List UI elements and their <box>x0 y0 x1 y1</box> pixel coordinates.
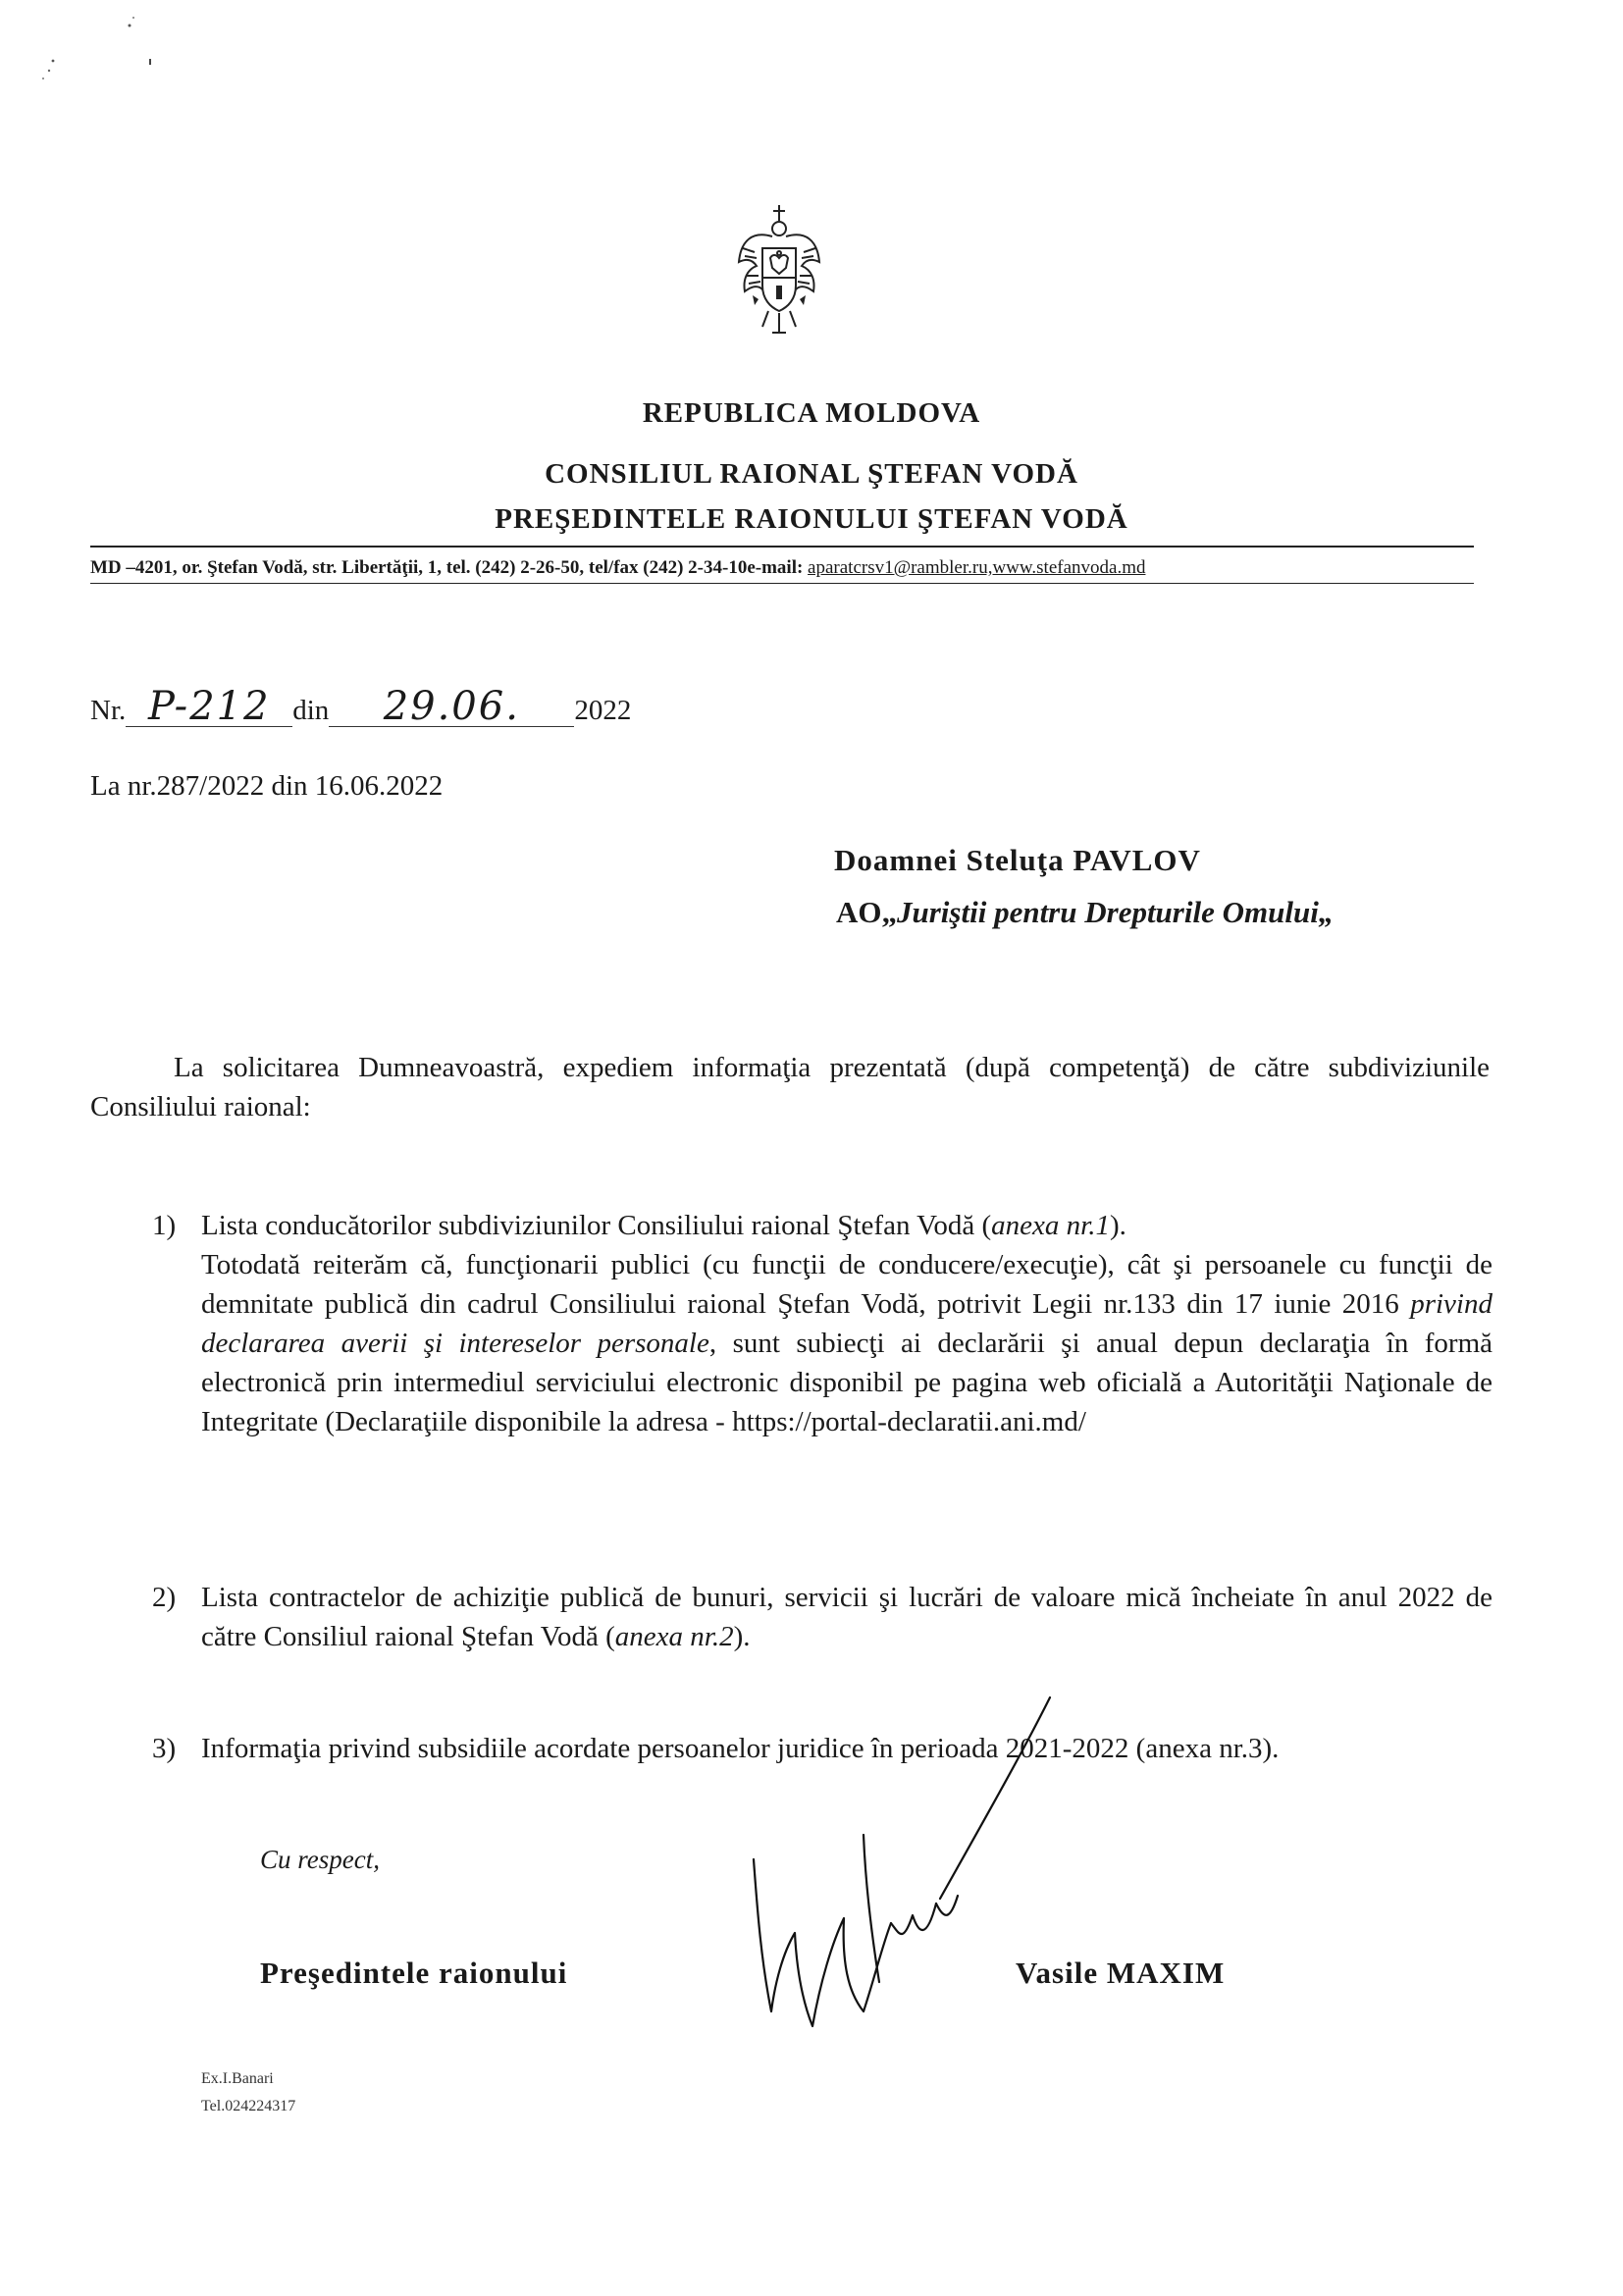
list-item <box>152 1578 1492 1656</box>
item-text-part: ). <box>1110 1210 1126 1241</box>
header-rule-bottom <box>90 583 1474 584</box>
executor-name: Ex.I.Banari <box>201 2070 274 2087</box>
item-text-part: , sunt subiecţi ai declarării şi anual depun declaraţia în formă electronică prin intermediul serviciului electronic disponibil pe pagina web oficială a Autorităţii Naţionale de Integritate (Declaraţiile disponibile la adresa - https://portal-declaratii.ani.md/ <box>201 1328 1493 1437</box>
list-item-number: 1) <box>152 1210 177 1241</box>
item-text-part: Lista contractelor de achiziţie publică de bunuri, servicii şi lucrări de valoare mică încheiate în anul 2022 de către Consiliul raional Ştefan Vodă ( <box>201 1582 1492 1652</box>
list-item-text <box>201 1206 1492 1441</box>
din-label: din <box>292 695 330 726</box>
header-council: CONSILIUL RAIONAL ŞTEFAN VODĂ <box>545 458 1078 490</box>
list-item-text <box>201 1578 1492 1656</box>
document-number: P-212 <box>126 687 292 727</box>
signatory-title: Preşedintele raionului <box>260 1956 568 1990</box>
header-contact-line <box>90 557 1474 579</box>
document-reference <box>90 684 632 730</box>
contact-address: MD –4201, or. Ştefan Vodă, str. Libertăţii, 1, tel. (242) 2-26-50, tel/fax (242) 2-34-10e-mail: <box>90 557 804 578</box>
item-law-title: privind declararea averii şi intereselor personale <box>201 1288 1492 1359</box>
scan-specks <box>39 10 167 88</box>
item-annex-ref: anexa nr.1 <box>991 1210 1110 1241</box>
item-text-part: Totodată reiterăm că, funcţionarii publici (cu funcţii de conducere/execuţie), cât şi persoanele cu funcţii de demnitate publică din cadrul Consiliului raional Ştefan Vodă, potrivit Legii nr.133 din 17 iunie 2016 <box>201 1249 1492 1320</box>
executor-phone: Tel.024224317 <box>201 2098 296 2114</box>
signatory-name: Vasile MAXIM <box>1016 1956 1226 1990</box>
recipient-name: Doamnei Steluţa PAVLOV <box>834 843 1201 877</box>
recipient-organization <box>836 895 1334 930</box>
handwritten-signature <box>726 1688 1089 2051</box>
coat-of-arms-icon <box>733 201 826 343</box>
document-year: 2022 <box>574 695 632 726</box>
list-item <box>152 1206 1492 1441</box>
intro-paragraph: La solicitarea Dumneavoastră, expediem informaţia prezentată (după competenţă) de către subdiviziunile Consiliului raional: <box>90 1052 1490 1122</box>
item-text-part: ). <box>733 1621 751 1652</box>
header-office: PREŞEDINTELE RAIONULUI ŞTEFAN VODĂ <box>495 503 1128 535</box>
list-item-number: 2) <box>152 1582 177 1613</box>
document-date: 29.06. <box>329 687 574 727</box>
recipient-org-name: Juriştii pentru Drepturile Omului„ <box>897 895 1335 929</box>
recipient-org-prefix: AO„ <box>836 895 897 929</box>
nr-label: Nr. <box>90 695 127 726</box>
in-reply-reference: La nr.287/2022 din 16.06.2022 <box>90 770 444 802</box>
footer-executor <box>201 2065 295 2120</box>
item-text-part: Lista conducătorilor subdiviziunilor Consiliului raional Ştefan Vodă ( <box>201 1210 992 1241</box>
header-rule-top <box>90 546 1474 548</box>
closing-greeting: Cu respect, <box>260 1845 380 1874</box>
list-item-text: Informaţia privind subsidiile acordate persoanelor juridice în perioada 2021-2022 (anexa nr.3). <box>201 1733 1280 1764</box>
list-item-number: 3) <box>152 1733 177 1764</box>
contact-email-link[interactable]: aparatcrsv1@rambler.ru,www.stefanvoda.md <box>808 557 1146 578</box>
item-annex-ref: anexa nr.2 <box>614 1621 734 1652</box>
header-country: REPUBLICA MOLDOVA <box>642 397 981 429</box>
